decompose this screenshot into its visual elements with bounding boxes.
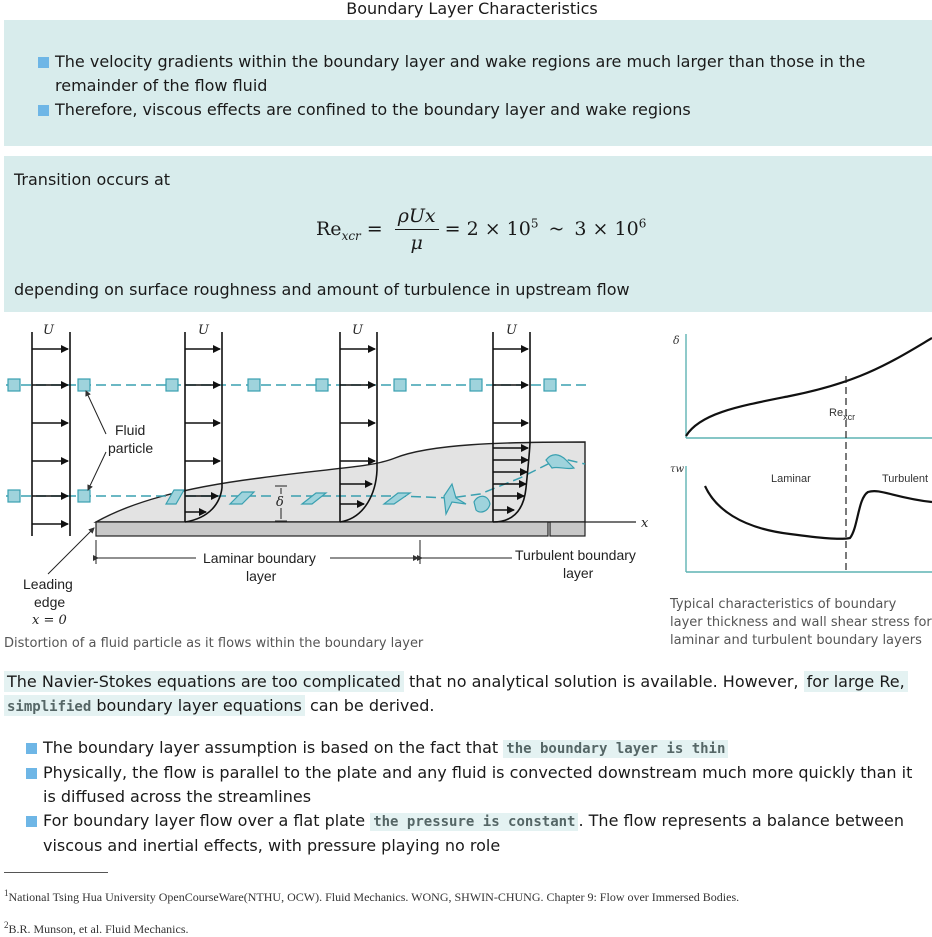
u-label: U [506,323,517,338]
paragraph-text: that no analytical solution is available. However, [403,672,804,691]
highlight-text: boundary layer equations [91,696,302,715]
u-label: U [352,323,363,338]
navier-stokes-paragraph [4,670,930,719]
boundary-layer-figure [0,318,932,636]
bullet-square-icon [38,57,49,68]
transition-box [4,156,932,312]
bullet-item [26,761,926,809]
delta-axis-label: δ [673,334,680,347]
formula-tilde: ~ [548,218,565,240]
turbulent-boundary-label: Turbulent boundary [515,547,636,563]
bullet-text: Physically, the flow is parallel to the plate and any fluid is convected downstream much more quickly than it is diffused across the streamlines [43,763,913,806]
bullet-square-icon [26,768,37,779]
leading-edge-label: x = 0 [32,613,67,628]
u-label: U [198,323,209,338]
turbulent-boundary-label: layer [563,565,594,581]
left-figure-caption: Distortion of a fluid particle as it flows within the boundary layer [4,636,424,651]
bullet-item [38,50,932,98]
tau-axis-label: τw [670,464,685,475]
bullet-square-icon [38,105,49,116]
footnote-divider [4,872,108,873]
bullet-text: . The flow represents a balance between viscous and inertial effects, with pressure playing no role [43,811,905,855]
inline-code: the pressure is constant [370,813,578,831]
fluid-particle-label: particle [108,440,154,456]
u-label: U [43,323,54,338]
formula-value-b: $3 \times 10^6$ [574,216,647,240]
bullet-text: The velocity gradients within the boundary layer and wake regions are much larger than those in the remainder of the flow fluid [55,52,866,95]
bullet-square-icon [26,743,37,754]
transition-intro: Transition occurs at [14,170,171,189]
bullet-item [26,809,926,858]
transition-outro: depending on surface roughness and amount of turbulence in upstream flow [14,280,630,299]
shear-stress-curve [705,486,932,539]
laminar-boundary-label: layer [246,568,277,584]
highlight-text: The Navier-Stokes equations are too complicated [4,671,404,692]
bullet-item [38,98,932,122]
bullet-item [26,736,926,761]
bullet-text: Therefore, viscous effects are confined to the boundary layer and wake regions [55,100,691,119]
formula-re: $Re_{xcr}$ [316,218,361,243]
footnote: $^2$B.R. Munson, et al. Fluid Mechanics. [4,920,189,936]
footnote: $^1$National Tsing Hua University OpenCourseWare(NTHU, OCW). Fluid Mechanics. WONG, SHWIN-CHUNG. Chapter 9: Flow over Immersed Bodies. [4,888,740,904]
inline-code: the boundary layer is thin [503,740,728,758]
inline-code: simplified [7,699,92,715]
page-title: Boundary Layer Characteristics [346,0,598,18]
fluid-particle-label: Fluid [115,422,146,438]
formula-fraction: $\frac{\text{ρUx}}{\mu}$ [395,205,439,254]
formula-value-a: = $2 \times 10^5$ [444,216,539,240]
paragraph-text: can be derived. [304,696,435,715]
right-figure-caption: Typical characteristics of boundary layer thickness and wall shear stress for laminar and turbulent boundary layers [670,597,932,648]
bullet-text: For boundary layer flow over a flat plate [43,811,371,830]
laminar-region-label: Laminar [771,473,811,485]
flat-plate-end [550,522,585,536]
leading-edge-label: edge [34,594,66,610]
re-critical-label: $Re_{xcr}$ [829,407,856,422]
summary-box [4,20,932,146]
x-axis-label: x [641,516,649,531]
turbulent-region-label: Turbulent [882,473,929,485]
thickness-curve [686,338,932,436]
bullet-text: The boundary layer assumption is based on the fact that [43,738,504,757]
highlight-text: for large Re, [804,671,908,692]
leading-edge-label: Leading [23,576,73,592]
delta-label: δ [276,495,284,510]
highlight-group [4,695,305,716]
laminar-boundary-label: Laminar boundary [203,550,316,566]
bullet-square-icon [26,816,37,827]
reynolds-formula: $Re_{xcr}$ = $\frac{\text{ρUx}}{\mu}$ = $2 \times 10^5$ ~ $3 \times 10^6$ [316,204,647,254]
assumption-list [26,736,926,858]
flat-plate [96,522,548,536]
